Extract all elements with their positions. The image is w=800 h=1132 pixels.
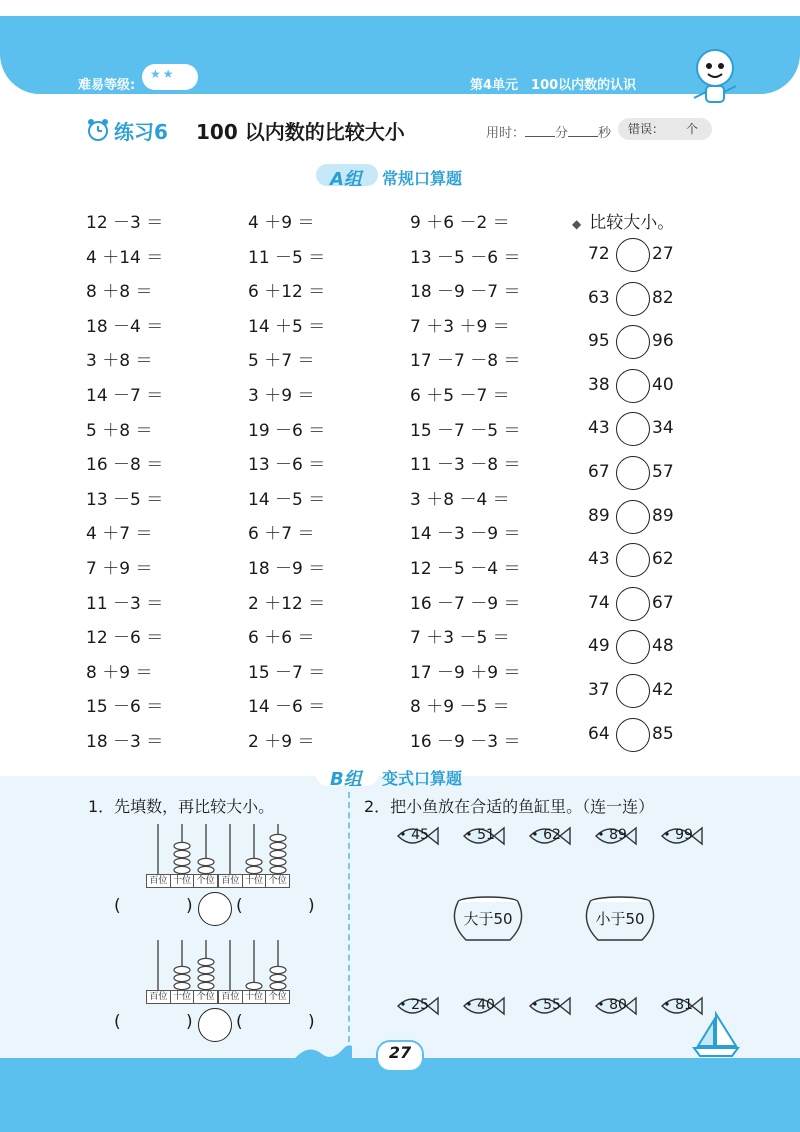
compare-row (588, 585, 708, 621)
problem-item: 2 ＋9 ＝ (248, 732, 315, 752)
problem-item: 16 －9 －3 ＝ (410, 732, 521, 752)
compare-row (588, 716, 708, 752)
compare-row (588, 280, 708, 316)
answer-paren-close: ) (186, 896, 193, 916)
problem-item: 8 ＋9 ＝ (86, 662, 153, 683)
answer-blank[interactable] (126, 896, 184, 918)
errors-field (618, 118, 712, 140)
problem-item: 3 ＋8 ＝ (86, 351, 153, 372)
answer-blank[interactable] (248, 1012, 306, 1034)
place-label: 百位 (219, 875, 243, 887)
fish-icon[interactable] (592, 992, 640, 1020)
question-1-title: 1．先填数，再比较大小。 (88, 797, 275, 816)
problem-item: 2 ＋12 ＝ (248, 593, 326, 614)
compare-right-number: 82 (652, 287, 674, 308)
problem-item: 12 －5 －4 ＝ (410, 559, 521, 579)
place-label: 十位 (243, 875, 267, 887)
compare-left-number: 72 (588, 244, 610, 264)
compare-right-number: 85 (652, 723, 674, 744)
answer-paren-open: ( (114, 896, 121, 916)
compare-answer-circle[interactable] (616, 282, 650, 316)
answer-blank[interactable] (248, 896, 306, 918)
problem-item: 12 －6 ＝ (86, 628, 164, 649)
fish-icon[interactable] (526, 992, 574, 1020)
abacus-icon (218, 822, 290, 874)
abacus-icon (146, 822, 218, 874)
compare-right-number: 96 (652, 331, 674, 352)
compare-left-number: 37 (588, 680, 610, 700)
problem-item: 14 －6 ＝ (248, 697, 326, 718)
fish-number: 51 (477, 827, 495, 843)
difficulty-label: 难易等级: (78, 78, 136, 93)
problem-item: 8 ＋9 －5 ＝ (410, 697, 510, 718)
problem-item: 4 ＋7 ＝ (86, 524, 153, 545)
abacus-place-labels (218, 990, 290, 1004)
bowl-label: 大于50 (463, 910, 513, 928)
compare-left-number: 38 (588, 374, 610, 395)
problem-item: 12 －3 ＝ (86, 213, 164, 233)
problem-item: 7 ＋3 －5 ＝ (410, 628, 510, 649)
compare-left-number: 63 (588, 287, 610, 308)
fish-icon[interactable] (526, 822, 574, 850)
place-label: 十位 (243, 991, 267, 1003)
answer-paren-close: ) (308, 1012, 315, 1032)
group-a-header (316, 164, 516, 188)
compare-answer-circle[interactable] (616, 369, 650, 403)
problem-item: 17 －9 ＋9 ＝ (410, 662, 521, 683)
compare-right-number: 57 (652, 462, 674, 482)
compare-answer-circle[interactable] (616, 456, 650, 490)
problem-item: 6 ＋12 ＝ (248, 282, 326, 303)
problem-item: 13 －5 －6 ＝ (410, 247, 521, 268)
fish-icon[interactable] (460, 992, 508, 1020)
wave-icon (292, 1040, 352, 1066)
compare-answer-circle[interactable] (616, 500, 650, 534)
compare-left-number: 67 (588, 462, 610, 482)
problem-item: 18 －4 ＝ (86, 316, 164, 337)
place-label: 个位 (196, 992, 215, 1002)
abacus-place-labels (218, 874, 290, 888)
abacus-place-labels (146, 874, 218, 888)
problem-item: 4 ＋9 ＝ (248, 213, 315, 233)
compare-left-number: 43 (588, 418, 610, 439)
compare-answer-circle[interactable] (616, 543, 650, 577)
compare-left-number: 64 (588, 723, 610, 744)
fish-icon[interactable] (394, 822, 442, 850)
problem-item: 6 ＋6 ＝ (248, 628, 315, 649)
page-title: 100 以内数的比较大小 (196, 120, 405, 144)
place-label: 十位 (171, 875, 195, 887)
compare-answer-circle[interactable] (616, 718, 650, 752)
compare-title (572, 208, 674, 233)
problem-item: 5 ＋8 ＝ (86, 420, 153, 441)
group-b-subtitle: 变式口算题 (382, 769, 463, 788)
problem-item: 18 －9 －7 ＝ (410, 282, 521, 303)
problem-item: 11 －3 －8 ＝ (410, 455, 521, 476)
compare-title-text: 比较大小。 (589, 213, 675, 233)
compare-right-number: 89 (652, 505, 674, 526)
time-sec-blank[interactable] (568, 124, 598, 137)
problem-item: 15 －7 ＝ (248, 662, 326, 683)
place-label: 百位 (147, 991, 171, 1003)
place-label: 个位 (268, 992, 287, 1002)
problem-item: 8 ＋8 ＝ (86, 282, 153, 303)
fish-number: 45 (411, 827, 429, 843)
problem-item: 15 －7 －5 ＝ (410, 420, 521, 441)
problem-item: 3 ＋8 －4 ＝ (410, 489, 510, 510)
difficulty-stars: ★★ (150, 67, 176, 81)
problem-item: 18 －3 ＝ (86, 732, 164, 752)
fish-number: 99 (675, 827, 693, 843)
fish-number: 25 (411, 997, 429, 1013)
compare-row (588, 410, 708, 446)
place-label: 十位 (171, 991, 195, 1003)
fish-number: 40 (477, 997, 495, 1013)
compare-left-number: 49 (588, 636, 610, 657)
problem-item: 14 －5 ＝ (248, 489, 326, 510)
problem-item: 15 －6 ＝ (86, 697, 164, 718)
compare-row (588, 541, 708, 577)
problem-item: 6 ＋7 ＝ (248, 524, 315, 545)
answer-paren-open: ( (236, 1012, 243, 1032)
mascot-icon (680, 40, 750, 110)
compare-right-number: 67 (652, 592, 674, 613)
compare-answer-circle[interactable] (616, 587, 650, 621)
problem-item: 6 ＋5 －7 ＝ (410, 386, 510, 406)
problem-item: 11 －3 ＝ (86, 593, 164, 614)
compare-right-number: 34 (652, 418, 674, 439)
sailboat-icon (690, 1010, 742, 1062)
abacus-icon (146, 938, 218, 990)
page-number: 27 (388, 1043, 412, 1062)
compare-row (588, 672, 708, 708)
problem-item: 7 ＋9 ＝ (86, 559, 153, 579)
problem-item: 16 －8 ＝ (86, 455, 164, 476)
compare-left-number: 89 (588, 505, 610, 526)
compare-answer-circle[interactable] (616, 325, 650, 359)
fish-number: 80 (609, 997, 627, 1013)
fish-number: 89 (609, 827, 627, 843)
compare-row (588, 236, 708, 272)
problem-item: 17 －7 －8 ＝ (410, 351, 521, 372)
answer-paren-open: ( (114, 1012, 121, 1032)
fish-bowl[interactable] (446, 894, 530, 944)
compare-right-number: 62 (652, 549, 674, 570)
problem-item: 14 －7 ＝ (86, 386, 164, 406)
compare-answer-circle[interactable] (616, 238, 650, 272)
compare-row (588, 454, 708, 490)
fish-icon[interactable] (394, 992, 442, 1020)
time-label: 用时： (486, 126, 526, 141)
group-b-header (316, 764, 516, 788)
group-b-letter: B组 (330, 769, 362, 790)
compare-right-number: 42 (652, 680, 674, 700)
place-label: 个位 (268, 876, 287, 886)
problem-item: 13 －6 ＝ (248, 455, 326, 476)
place-label: 百位 (147, 875, 171, 887)
compare-left-number: 74 (588, 592, 610, 613)
time-field (486, 122, 611, 141)
fish-icon[interactable] (460, 822, 508, 850)
section-divider (348, 792, 350, 1042)
bowl-label: 小于50 (595, 910, 645, 928)
problem-item: 9 ＋6 －2 ＝ (410, 213, 510, 233)
problem-item: 19 －6 ＝ (248, 420, 326, 441)
problem-item: 13 －5 ＝ (86, 489, 164, 510)
group-a-letter: A组 (330, 169, 362, 190)
compare-row (588, 628, 708, 664)
fish-bowl[interactable] (578, 894, 662, 944)
compare-right-number: 40 (652, 374, 674, 395)
compare-answer-circle[interactable] (198, 892, 232, 926)
time-sec-label: 秒 (598, 126, 612, 141)
abacus-icon (218, 938, 290, 990)
exercise-label: 练习6 (114, 120, 168, 144)
compare-answer-circle[interactable] (616, 630, 650, 664)
alarm-clock-icon (86, 118, 110, 142)
compare-row (588, 323, 708, 359)
problem-item: 4 ＋14 ＝ (86, 247, 164, 268)
compare-right-number: 27 (652, 244, 674, 264)
fish-icon[interactable] (658, 822, 706, 850)
compare-row (588, 367, 708, 403)
fish-icon[interactable] (592, 822, 640, 850)
problem-item: 3 ＋9 ＝ (248, 386, 315, 406)
fish-number: 55 (543, 997, 561, 1013)
answer-blank[interactable] (126, 1012, 184, 1034)
abacus-place-labels (146, 990, 218, 1004)
place-label: 百位 (219, 991, 243, 1003)
answer-paren-open: ( (236, 896, 243, 916)
problem-item: 14 ＋5 ＝ (248, 316, 326, 337)
group-a-subtitle: 常规口算题 (382, 169, 463, 188)
diamond-bullet-icon: ◆ (572, 217, 582, 231)
compare-row (588, 498, 708, 534)
fish-number: 62 (543, 827, 561, 843)
problem-item: 16 －7 －9 ＝ (410, 593, 521, 614)
problem-item: 18 －9 ＝ (248, 559, 326, 579)
errors-unit: 个 (685, 122, 698, 136)
answer-paren-close: ) (308, 896, 315, 916)
problem-item: 14 －3 －9 ＝ (410, 524, 521, 545)
time-min-label: 分 (555, 126, 569, 141)
errors-label: 错误： (628, 122, 665, 136)
compare-answer-circle[interactable] (616, 674, 650, 708)
compare-left-number: 43 (588, 549, 610, 570)
compare-right-number: 48 (652, 636, 674, 657)
fish-number: 81 (675, 997, 693, 1013)
problem-item: 11 －5 ＝ (248, 247, 326, 268)
compare-answer-circle[interactable] (616, 412, 650, 446)
problem-item: 7 ＋3 ＋9 ＝ (410, 316, 510, 337)
place-label: 个位 (196, 876, 215, 886)
unit-label: 第4单元 100以内数的认识 (470, 78, 637, 93)
question-2-title: 2．把小鱼放在合适的鱼缸里。（连一连） (364, 797, 655, 816)
problem-item: 5 ＋7 ＝ (248, 351, 315, 372)
answer-paren-close: ) (186, 1012, 193, 1032)
compare-answer-circle[interactable] (198, 1008, 232, 1042)
compare-left-number: 95 (588, 331, 610, 352)
time-min-blank[interactable] (525, 124, 555, 137)
